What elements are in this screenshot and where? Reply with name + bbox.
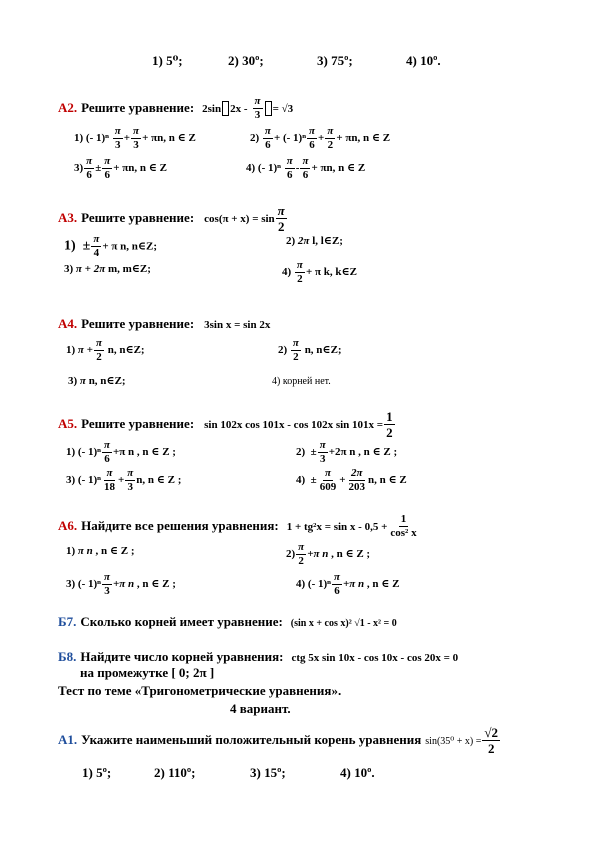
a6-option-1: 1) π n , n ∈ Z ; <box>66 545 135 557</box>
fraction: $\frac{\pi}{2}$ <box>277 203 285 234</box>
variant-label: 4 вариант. <box>230 701 291 716</box>
a3-option-1: 1) ± $\frac{\pi}{4}$ + π n, n∈Z; <box>64 233 158 259</box>
fraction: $\frac{\pi}{4}$ <box>93 233 100 259</box>
fraction: $\frac{\pi}{3}$ <box>319 439 326 465</box>
question-b8 <box>58 649 458 665</box>
top-answer-1: 1) 5⁰; <box>152 53 183 68</box>
equation-part: 2x - <box>230 103 248 116</box>
question-prompt: Найдите все решения уравнения: <box>81 518 279 534</box>
a1-answer-3: 3) 15º; <box>250 765 286 780</box>
question-label: А2. <box>58 100 78 116</box>
a4-option-3: 3) π n, n∈Z; <box>68 375 126 387</box>
a1-answer-2: 2) 110º; <box>154 765 196 780</box>
question-a5 <box>58 410 396 439</box>
a4-option-4: 4) корней нет. <box>272 376 331 387</box>
fraction: $\frac{\pi}{2}$ <box>298 541 305 567</box>
question-prompt: Решите уравнение: <box>81 210 195 226</box>
a6-option-2: 2) $\frac{\pi}{2}$ +π n , n ∈ Z ; <box>286 541 371 567</box>
bracket-glyph <box>222 101 229 116</box>
question-a1-v4 <box>58 726 501 755</box>
question-prompt: Сколько корней имеет уравнение: <box>80 614 283 629</box>
a3-option-3: 3) π + 2π m, m∈Z; <box>64 263 151 275</box>
question-prompt: Решите уравнение: <box>81 100 195 116</box>
fraction: $\frac{\pi}{6}$ <box>264 125 271 151</box>
a6-option-3: 3) (- 1)ⁿ $\frac{\pi}{3}$ +π n , n ∈ Z ; <box>66 571 176 597</box>
equation-part: (sin x + cos x)² √1 - x² = 0 <box>290 618 397 629</box>
top-answer-3: 3) 75º; <box>317 53 353 68</box>
question-label: А5. <box>58 416 78 432</box>
a1-answer-1: 1) 5º; <box>82 765 112 780</box>
question-prompt: Укажите наименьший положительный корень уравнения <box>81 732 422 748</box>
fraction: $\frac{\pi}{609}$ <box>319 467 337 493</box>
equation-part: cos(π + x) = sin <box>204 213 275 226</box>
question-label: Б8. <box>58 649 77 664</box>
fraction: $\frac{\pi}{2}$ <box>327 125 334 151</box>
fraction: $\frac{\pi}{6}$ <box>302 155 309 181</box>
fraction: $\frac{\pi}{6}$ <box>286 155 293 181</box>
fraction: $\frac{1}{\text{cos² x}}$ <box>390 513 417 539</box>
a1-answer-4: 4) 10º. <box>340 765 375 780</box>
equation-part: ctg 5x sin 10x - cos 10x - cos 20x = 0 <box>291 652 459 664</box>
a2-option-3: 3) $\frac{\pi}{6}$ ± $\frac{\pi}{6}$ + πn, n ∈ Z <box>74 155 168 181</box>
a5-option-4: 4) ± $\frac{\pi}{609}$ + $\frac{2\pi}{203}$ n, n ∈ Z <box>296 467 407 493</box>
fraction: $\frac{\pi}{6}$ <box>104 155 111 181</box>
bracket-glyph <box>265 101 272 116</box>
equation-part: sin 102x cos 101x - cos 102x sin 101x = <box>204 419 384 432</box>
fraction: $\frac{\pi}{2}$ <box>292 337 299 363</box>
question-a6 <box>58 514 420 539</box>
equation-part: 3sin x = sin 2x <box>204 319 271 331</box>
a6-option-4: 4) (- 1)ⁿ $\frac{\pi}{6}$ +π n , n ∈ Z <box>296 571 400 597</box>
question-label: А4. <box>58 316 78 331</box>
fraction: $\frac{\pi}{6}$ <box>86 155 93 181</box>
top-answer-4: 4) 10º. <box>406 53 441 68</box>
equation-part: 1 + tg²x = sin x - 0,5 + <box>286 521 388 534</box>
fraction: $\frac{\pi}{3}$ <box>127 467 134 493</box>
fraction: $\frac{√2}{2}$ <box>484 725 499 756</box>
fraction: $\frac{\pi}{18}$ <box>104 467 115 493</box>
question-label: А1. <box>58 732 78 748</box>
question-a2 <box>58 96 293 121</box>
equation-part: sin(35⁰ + x) = <box>425 736 482 748</box>
question-prompt: Решите уравнение: <box>81 316 195 331</box>
fraction: $\frac{\pi}{3}$ <box>104 571 111 597</box>
fraction: $\frac{\pi}{3}$ <box>114 125 121 151</box>
fraction: $\frac{\pi}{2}$ <box>296 259 303 285</box>
fraction: $\frac{\pi}{3}$ <box>133 125 140 151</box>
a5-option-2: 2) ± $\frac{\pi}{3}$ +2π n , n ∈ Z ; <box>296 439 398 465</box>
fraction: $\frac{\pi}{6}$ <box>309 125 316 151</box>
fraction: $\frac{\pi}{2}$ <box>95 337 102 363</box>
fraction: $\frac{2\pi}{203}$ <box>348 467 365 493</box>
question-a4 <box>58 316 270 332</box>
question-b7 <box>58 614 397 630</box>
test-title: Тест по теме «Тригонометрические уравнения». <box>58 683 342 698</box>
fraction: $\frac{\pi}{6}$ <box>104 439 111 465</box>
a3-option-4: 4) $\frac{\pi}{2}$ + π k, k∈Z <box>282 259 357 285</box>
equation-part: = √3 <box>272 103 294 116</box>
b8-interval: на промежутке [ 0; 2π ] <box>80 665 215 680</box>
a5-option-1: 1) (- 1)ⁿ $\frac{\pi}{6}$ +π n , n ∈ Z ; <box>66 439 176 465</box>
a2-option-2: 2) $\frac{\pi}{6}$ + (- 1)ⁿ $\frac{\pi}{6}$ + $\frac{\pi}{2}$ + πn, n ∈ Z <box>250 125 391 151</box>
question-a3 <box>58 204 288 233</box>
question-prompt: Решите уравнение: <box>81 416 195 432</box>
fraction: $\frac{\pi}{6}$ <box>334 571 341 597</box>
question-label: Б7. <box>58 614 77 629</box>
top-answer-2: 2) 30º; <box>228 53 264 68</box>
fraction: $\frac{1}{2}$ <box>386 409 393 440</box>
a3-option-2: 2) 2π l, l∈Z; <box>286 235 343 247</box>
question-prompt: Найдите число корней уравнения: <box>80 649 284 664</box>
a4-option-1: 1) π + $\frac{\pi}{2}$ n, n∈Z; <box>66 337 145 363</box>
a4-option-2: 2) $\frac{\pi}{2}$ n, n∈Z; <box>278 337 342 363</box>
a2-option-1: 1) (- 1)ⁿ $\frac{\pi}{3}$ + $\frac{\pi}{3}$ + πn, n ∈ Z <box>74 125 196 151</box>
fraction: $\frac{\pi}{3}$ <box>254 95 261 121</box>
question-label: А6. <box>58 518 78 534</box>
a5-option-3: 3) (- 1)ⁿ $\frac{\pi}{18}$ + $\frac{\pi}{3}$ n, n ∈ Z ; <box>66 467 182 493</box>
question-label: А3. <box>58 210 78 226</box>
a2-option-4: 4) (- 1)ⁿ $\frac{\pi}{6}$ - $\frac{\pi}{6}$ + πn, n ∈ Z <box>246 155 366 181</box>
equation-part: 2sin <box>202 103 222 116</box>
